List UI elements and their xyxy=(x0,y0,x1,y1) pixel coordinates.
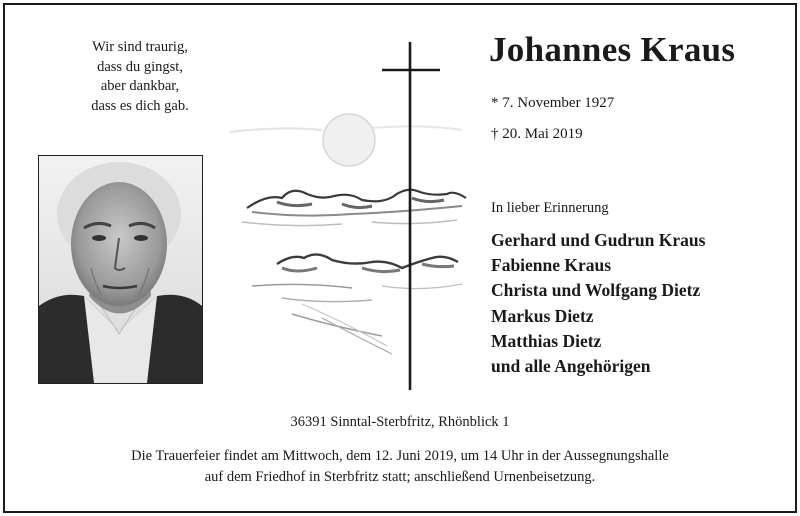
deceased-name: Johannes Kraus xyxy=(489,30,736,69)
cross-icon xyxy=(222,36,482,396)
memory-label: In lieber Erinnerung xyxy=(491,200,609,216)
mourners-list xyxy=(491,228,705,379)
mourner-name: Gerhard und Gudrun Kraus xyxy=(491,230,706,250)
mourner-name: Markus Dietz xyxy=(491,305,594,326)
notice-line: auf dem Friedhof in Sterbfritz statt; anschließend Urnenbeisetzung. xyxy=(204,469,596,485)
birth-date: * 7. November 1927 xyxy=(491,95,615,111)
family-address: 36391 Sinntal-Sterbfritz, Rhönblick 1 xyxy=(290,414,510,430)
portrait-photo xyxy=(38,155,203,384)
funeral-notice xyxy=(0,446,800,488)
mourner-name: Fabienne Kraus xyxy=(491,255,612,276)
cross-landscape-illustration xyxy=(222,36,482,396)
mourner-name: Christa und Wolfgang Dietz xyxy=(491,280,701,301)
memorial-poem xyxy=(40,38,240,116)
mourner-name: und alle Angehörigen xyxy=(491,356,651,377)
poem-line: dass es dich gab. xyxy=(91,97,189,114)
mourner-name: Matthias Dietz xyxy=(491,330,602,351)
notice-line: Die Trauerfeier findet am Mittwoch, dem 12. Juni 2019, um 14 Uhr in der Aussegnungshalle xyxy=(131,448,669,464)
poem-line: Wir sind traurig, xyxy=(92,39,188,55)
poem-line: aber dankbar, xyxy=(100,78,180,94)
portrait-image xyxy=(39,156,202,383)
death-date: † 20. Mai 2019 xyxy=(491,126,583,142)
poem-line: dass du gingst, xyxy=(97,58,183,75)
